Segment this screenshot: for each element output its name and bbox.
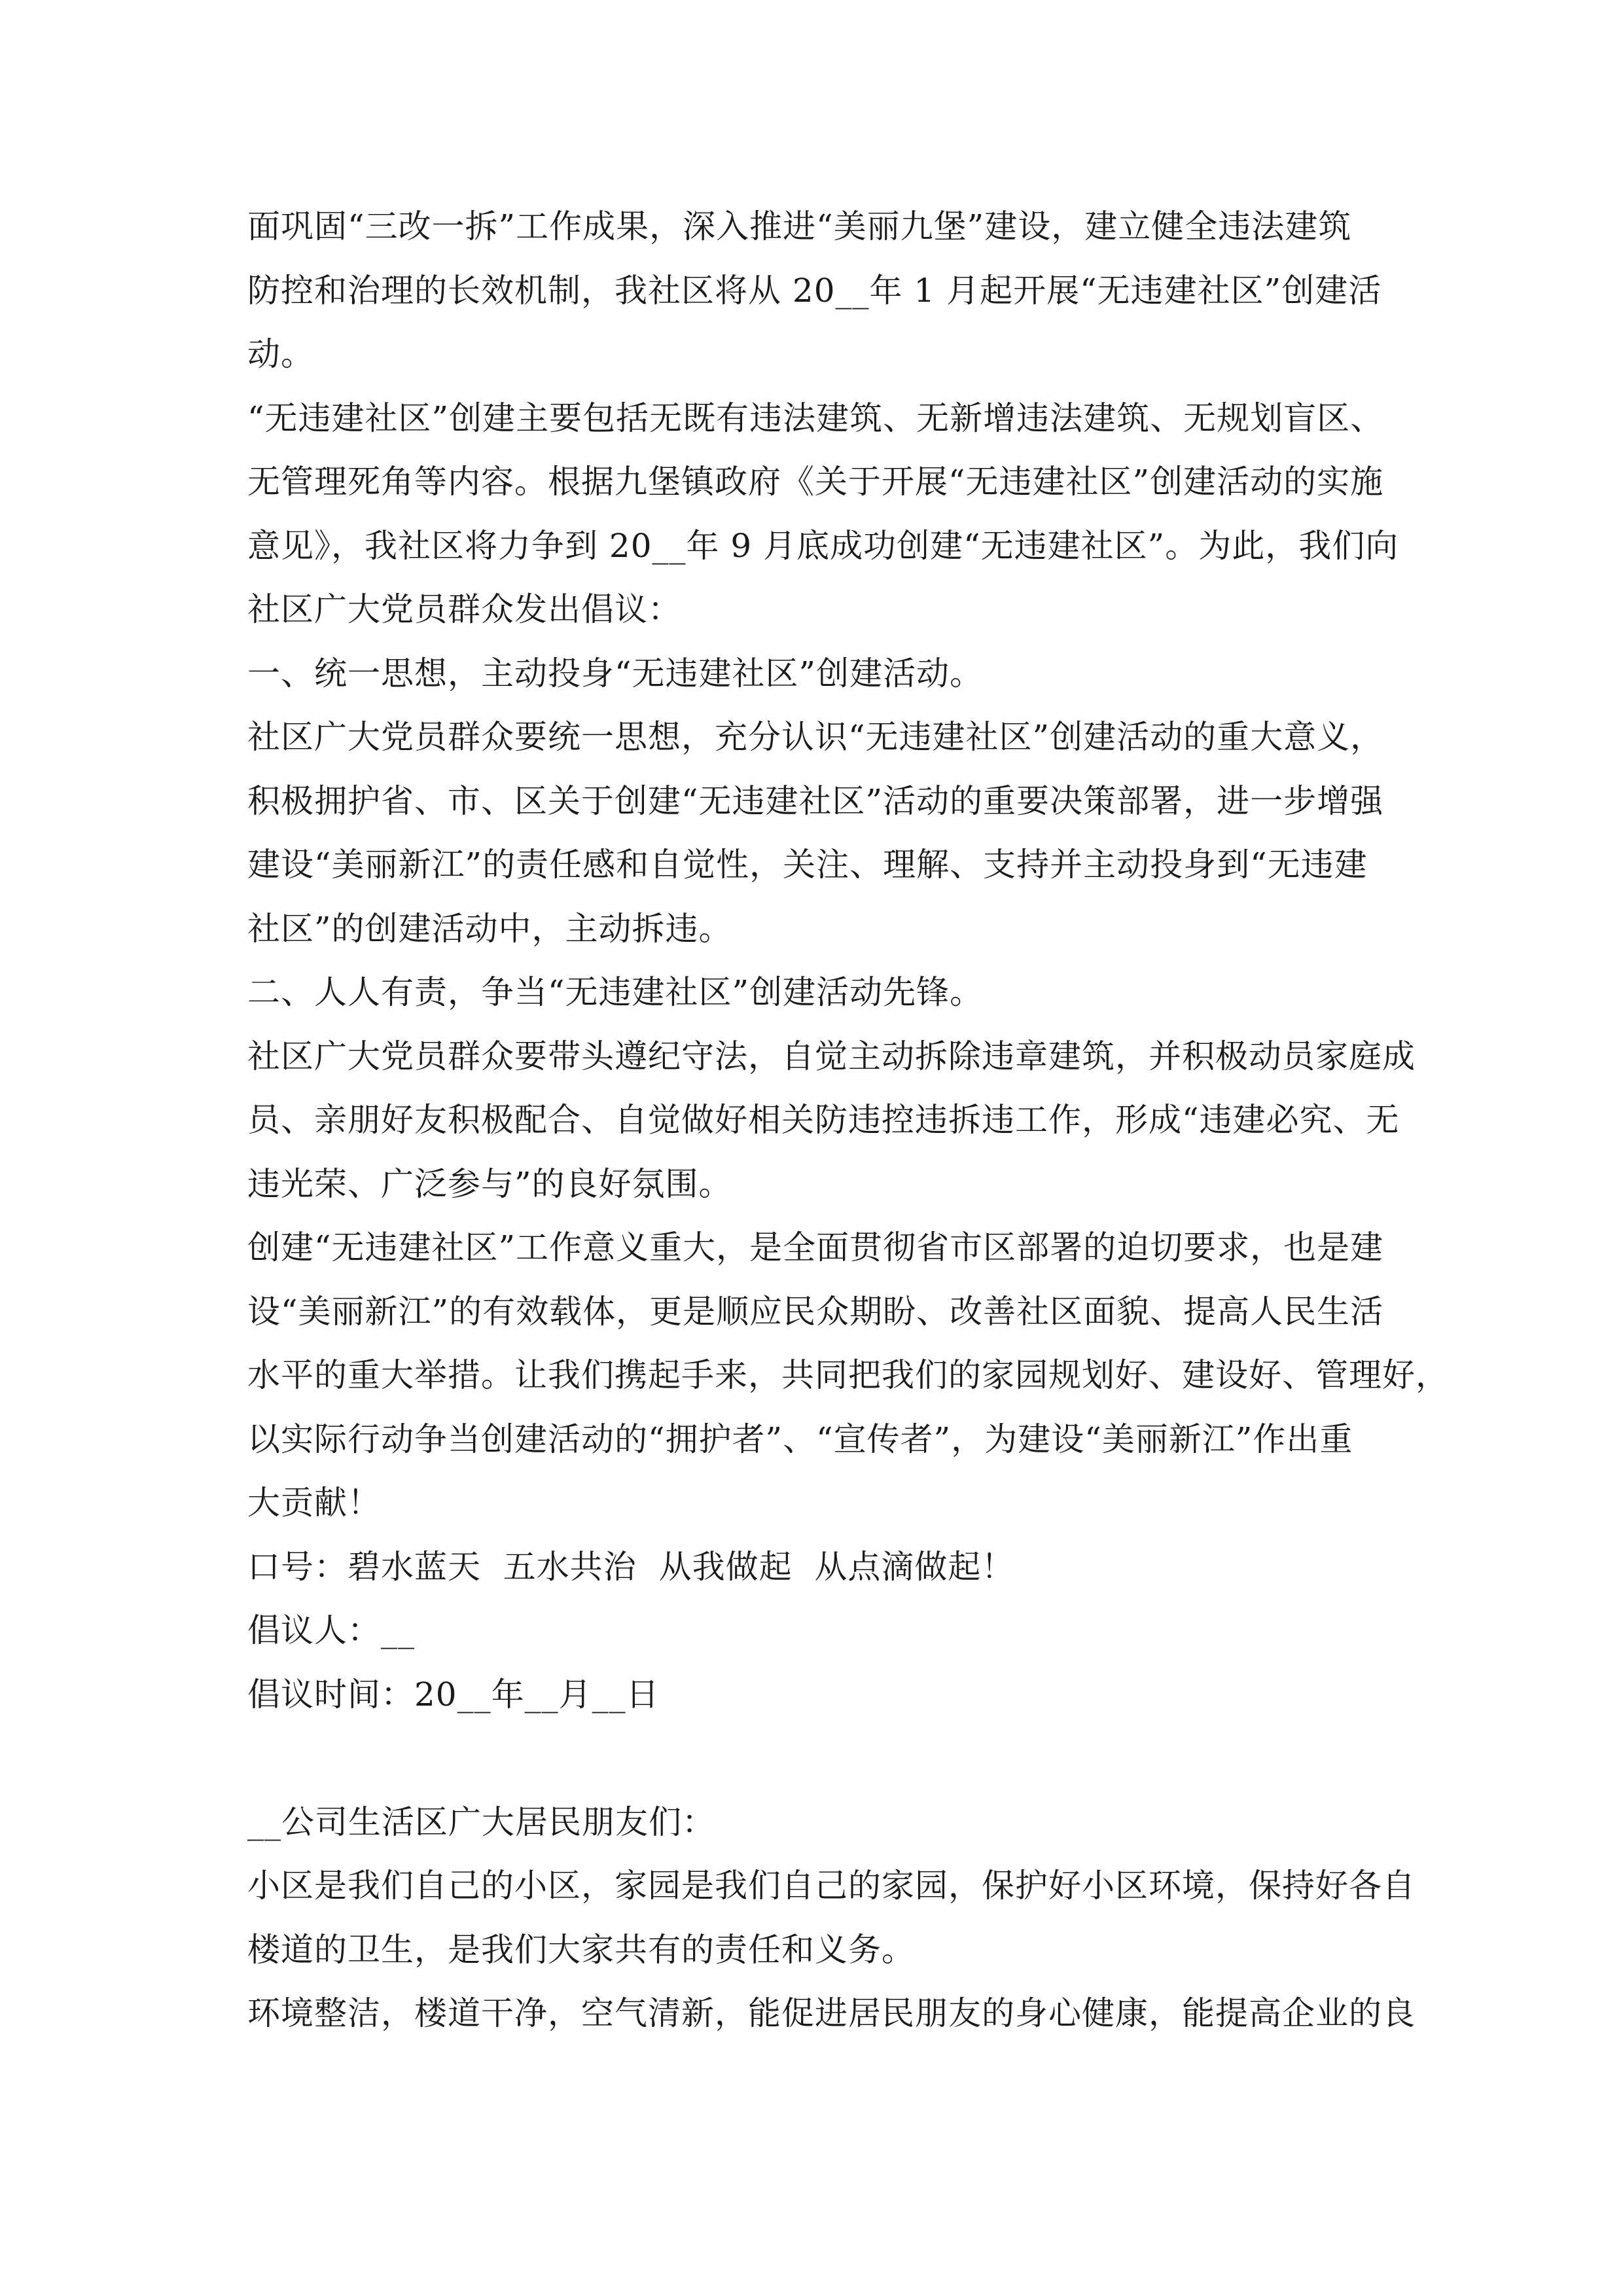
paragraph-line: 社区”的创建活动中，主动拆违。 [247,909,732,948]
paragraph-line: 社区广大党员群众要统一思想，充分认识“无违建社区”创建活动的重大意义， [247,718,1384,756]
paragraph-line: 积极拥护省、市、区关于创建“无违建社区”活动的重要决策部署，进一步增强 [247,781,1384,820]
paragraph-line: 建设“美丽新江”的责任感和自觉性，关注、理解、支持并主动投身到“无违建 [247,846,1368,884]
initiator-line: 倡议人：__ [247,1611,415,1649]
paragraph-line: 环境整洁，楼道干净，空气清新，能促进居民朋友的身心健康，能提高企业的良 [247,1994,1416,2032]
paragraph-line: 面巩固“三改一拆”工作成果，深入推进“美丽九堡”建设，建立健全违法建筑 [247,207,1352,245]
blank-line [247,1727,1399,1791]
paragraph-line: 以实际行动争当创建活动的“拥护者”、“宣传者”，为建设“美丽新江”作出重 [247,1420,1353,1458]
document-body [247,195,1449,2046]
paragraph-line: 无管理死角等内容。根据九堡镇政府《关于开展“无违建社区”创建活动的实施 [247,463,1384,501]
paragraph-line: 大贡献！ [247,1484,381,1522]
section-heading-1: 一、统一思想，主动投身“无违建社区”创建活动。 [247,654,984,692]
paragraph-line: 防控和治理的长效机制，我社区将从 20__年 1 月起开展“无违建社区”创建活 [247,271,1382,310]
paragraph-line: 意见》，我社区将力争到 20__年 9 月底成功创建“无违建社区”。为此，我们向 [247,526,1399,565]
paragraph-line: 员、亲朋好友积极配合、自觉做好相关防违控违拆违工作，形成“违建必究、无 [247,1101,1400,1139]
paragraph-line: 小区是我们自己的小区，家园是我们自己的家园，保护好小区环境，保持好各自 [247,1867,1416,1905]
paragraph-line: 水平的重大举措。让我们携起手来，共同把我们的家园规划好、建设好、管理好， [247,1356,1449,1394]
section-heading-2: 二、人人有责，争当“无违建社区”创建活动先锋。 [247,973,984,1011]
paragraph-line: “无违建社区”创建主要包括无既有违法建筑、无新增违法建筑、无规划盲区、 [247,399,1384,437]
paragraph-line: 违光荣、广泛参与”的良好氛围。 [247,1164,732,1203]
paragraph-line: 创建“无违建社区”工作意义重大，是全面贯彻省市区部署的迫切要求，也是建 [247,1229,1384,1266]
paragraph-line: 动。 [247,335,314,373]
paragraph-line: 楼道的卫生，是我们大家共有的责任和义务。 [247,1930,915,1969]
paragraph-line: 社区广大党员群众要带头遵纪守法，自觉主动拆除违章建筑，并积极动员家庭成 [247,1037,1416,1075]
paragraph-line: 设“美丽新江”的有效载体，更是顺应民众期盼、改善社区面貌、提高人民生活 [247,1292,1384,1331]
date-line: 倡议时间：20__年__月__日 [247,1675,660,1713]
slogan-line: 口号：碧水蓝天 五水共治 从我做起 从点滴做起！ [247,1547,1015,1586]
salutation-line: __公司生活区广大居民朋友们： [247,1803,715,1841]
paragraph-line: 社区广大党员群众发出倡议： [247,590,681,628]
